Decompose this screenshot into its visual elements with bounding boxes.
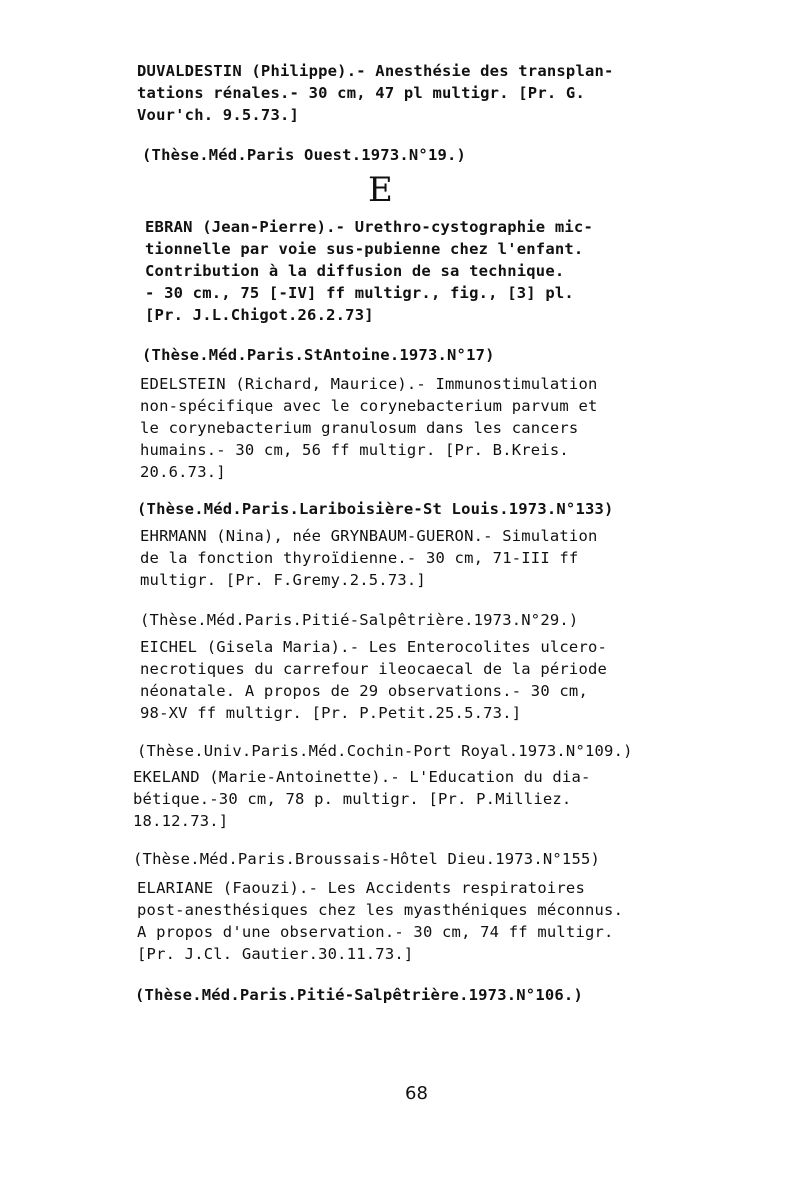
- entry-source: (Thèse.Méd.Paris.Broussais-Hôtel Dieu.1973.N°155): [133, 850, 601, 868]
- entry-line: post-anesthésiques chez les myasthéniques méconnus.: [137, 901, 624, 919]
- entry-line: tionnelle par voie sus-pubienne chez l'enfant.: [145, 240, 584, 258]
- entry-line: EBRAN (Jean-Pierre).- Urethro-cystographie mic-: [145, 218, 593, 236]
- entry-line: EKELAND (Marie-Antoinette).- L'Education du dia-: [133, 768, 591, 786]
- entry-line: tations rénales.- 30 cm, 47 pl multigr. [Pr. G.: [137, 84, 585, 102]
- entry-source: (Thèse.Méd.Paris.Lariboisière-St Louis.1973.N°133): [137, 500, 614, 518]
- entry-line: de la fonction thyroïdienne.- 30 cm, 71-III ff: [140, 549, 579, 567]
- entry-line: bétique.-30 cm, 78 p. multigr. [Pr. P.Milliez.: [133, 790, 572, 808]
- entry-line: néonatale. A propos de 29 observations.- 30 cm,: [140, 682, 588, 700]
- entry-source: (Thèse.Méd.Paris.StAntoine.1973.N°17): [142, 346, 495, 364]
- page-number: 68: [405, 1083, 428, 1104]
- entry-source: (Thèse.Méd.Paris.Pitié-Salpêtrière.1973.N°29.): [140, 611, 579, 629]
- entry-line: multigr. [Pr. F.Gremy.2.5.73.]: [140, 571, 426, 589]
- entry-line: Vour'ch. 9.5.73.]: [137, 106, 300, 124]
- entry-line: EHRMANN (Nina), née GRYNBAUM-GUERON.- Simulation: [140, 527, 598, 545]
- entry-line: [Pr. J.Cl. Gautier.30.11.73.]: [137, 945, 414, 963]
- entry-line: - 30 cm., 75 [-IV] ff multigr., fig., [3] pl.: [145, 284, 574, 302]
- entry-line: non-spécifique avec le corynebacterium parvum et: [140, 397, 598, 415]
- entry-line: 20.6.73.]: [140, 463, 226, 481]
- entry-line: DUVALDESTIN (Philippe).- Anesthésie des transplan-: [137, 62, 614, 80]
- entry-line: A propos d'une observation.- 30 cm, 74 ff multigr.: [137, 923, 614, 941]
- entry-line: EDELSTEIN (Richard, Maurice).- Immunostimulation: [140, 375, 598, 393]
- entry-line: ELARIANE (Faouzi).- Les Accidents respiratoires: [137, 879, 585, 897]
- entry-line: 98-XV ff multigr. [Pr. P.Petit.25.5.73.]: [140, 704, 522, 722]
- entry-line: 18.12.73.]: [133, 812, 229, 830]
- entry-source: (Thèse.Univ.Paris.Méd.Cochin-Port Royal.1973.N°109.): [137, 742, 633, 760]
- entry-line: EICHEL (Gisela Maria).- Les Enterocolites ulcero-: [140, 638, 608, 656]
- entry-line: humains.- 30 cm, 56 ff multigr. [Pr. B.Kreis.: [140, 441, 569, 459]
- entry-line: [Pr. J.L.Chigot.26.2.73]: [145, 306, 374, 324]
- entry-line: Contribution à la diffusion de sa technique.: [145, 262, 565, 280]
- entry-line: necrotiques du carrefour ileocaecal de la période: [140, 660, 608, 678]
- entry-line: le corynebacterium granulosum dans les cancers: [140, 419, 579, 437]
- entry-source: (Thèse.Méd.Paris.Pitié-Salpêtrière.1973.N°106.): [135, 986, 583, 1004]
- entry-source: (Thèse.Méd.Paris Ouest.1973.N°19.): [142, 146, 467, 164]
- section-letter: E: [368, 170, 393, 210]
